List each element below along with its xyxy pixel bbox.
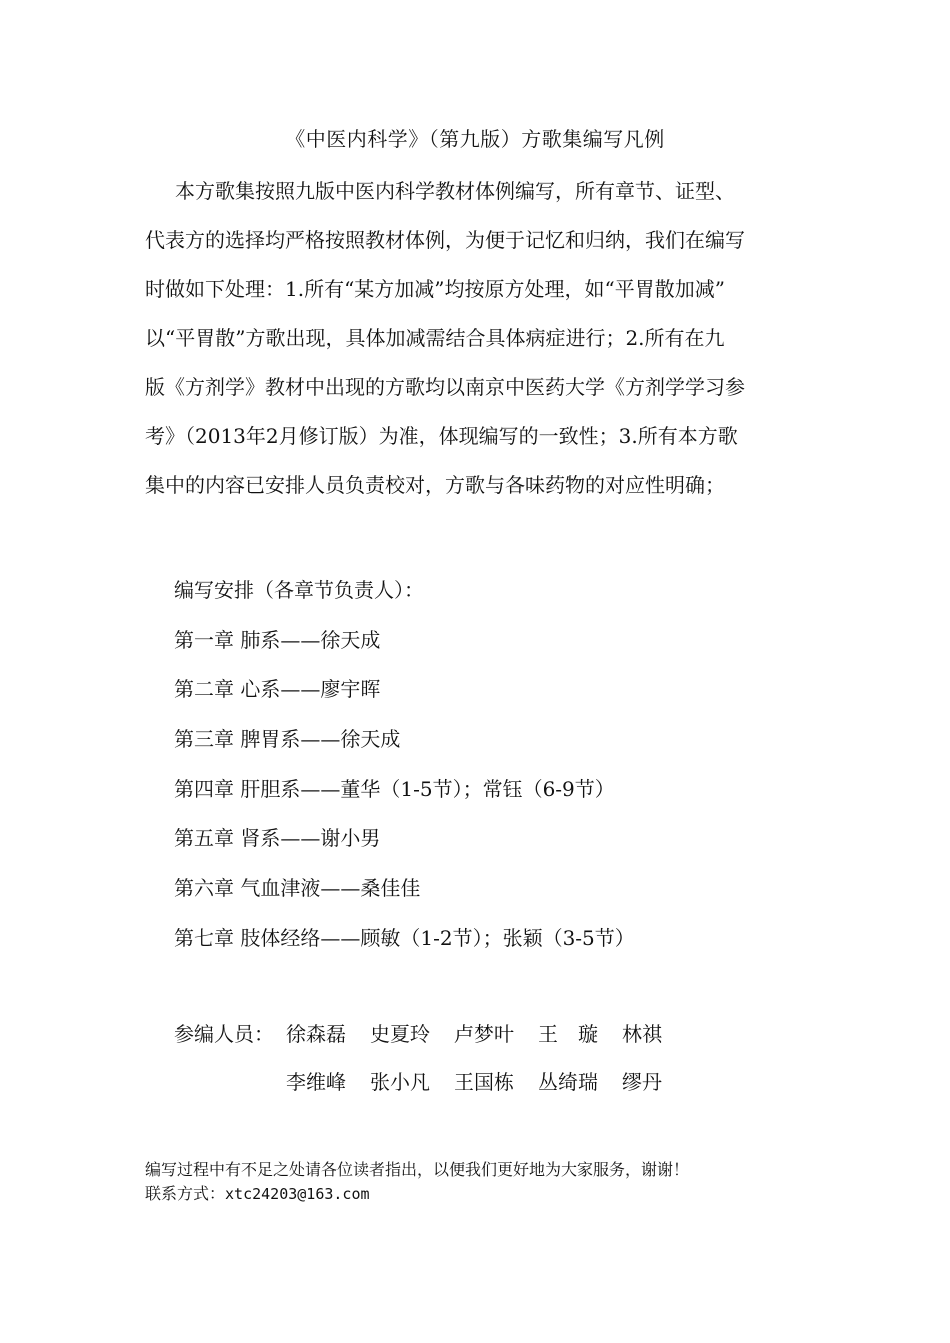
contact-label: 联系方式：	[145, 1184, 226, 1203]
contributors-label: 参编人员：	[174, 1022, 274, 1046]
contact-email: xtc24203@163.com	[225, 1185, 370, 1203]
chapter-item: 第五章 肾系——谢小男	[174, 826, 381, 851]
contributor-name: 缪丹	[622, 1070, 662, 1094]
intro-line-2: 代表方的选择均严格按照教材体例，为便于记忆和归纳，我们在编写	[145, 228, 745, 252]
contributor-name: 丛绮瑞	[538, 1070, 598, 1094]
footer-contact	[145, 1182, 845, 1206]
document-title: 《中医内科学》（第九版）方歌集编写凡例	[285, 127, 665, 151]
chapter-item: 第六章 气血津液——桑佳佳	[174, 876, 421, 901]
chapter-item: 第三章 脾胃系——徐天成	[174, 727, 401, 752]
footer	[145, 1158, 845, 1206]
intro-line-6: 考》（2013年2月修订版）为准，体现编写的一致性；3.所有本方歌	[145, 424, 738, 448]
chapter-item: 第一章 肺系——徐天成	[174, 627, 381, 652]
intro-line-4: 以“平胃散”方歌出现，具体加减需结合具体病症进行；2.所有在九	[145, 326, 725, 350]
intro-line-5: 版《方剂学》教材中出现的方歌均以南京中医药大学《方剂学学习参	[145, 375, 745, 399]
contributor-name: 徐森磊	[286, 1022, 346, 1046]
chapter-item: 第二章 心系——廖宇晖	[174, 677, 381, 702]
intro-line-3: 时做如下处理：1.所有“某方加减”均按原方处理，如“平胃散加减”	[145, 277, 725, 301]
contributors-row-1	[174, 1016, 814, 1064]
contributor-name: 王 璇	[538, 1022, 598, 1046]
chapter-item: 第七章 肢体经络——顾敏（1-2节）；张颖（3-5节）	[174, 925, 635, 950]
chapter-item: 第四章 肝胆系——董华（1-5节）；常钰（6-9节）	[174, 776, 615, 801]
contributor-name: 史夏玲	[370, 1022, 430, 1046]
intro-paragraph	[145, 167, 815, 510]
arrangement-heading: 编写安排（各章节负责人）：	[174, 578, 424, 602]
contributor-name: 张小凡	[370, 1070, 430, 1094]
contributors-row-2	[174, 1064, 814, 1112]
intro-line-1: 本方歌集按照九版中医内科学教材体例编写，所有章节、证型、	[175, 179, 735, 203]
intro-line-7: 集中的内容已安排人员负责校对，方歌与各味药物的对应性明确；	[145, 473, 725, 497]
contributor-name: 李维峰	[286, 1070, 346, 1094]
arrangement-section	[174, 572, 814, 970]
contributors-section	[174, 1016, 814, 1112]
contributor-name: 林祺	[622, 1022, 662, 1046]
contributor-name: 卢梦叶	[454, 1022, 514, 1046]
footer-note: 编写过程中有不足之处请各位读者指出，以便我们更好地为大家服务，谢谢！	[145, 1160, 690, 1179]
contributor-name: 王国栋	[454, 1070, 514, 1094]
